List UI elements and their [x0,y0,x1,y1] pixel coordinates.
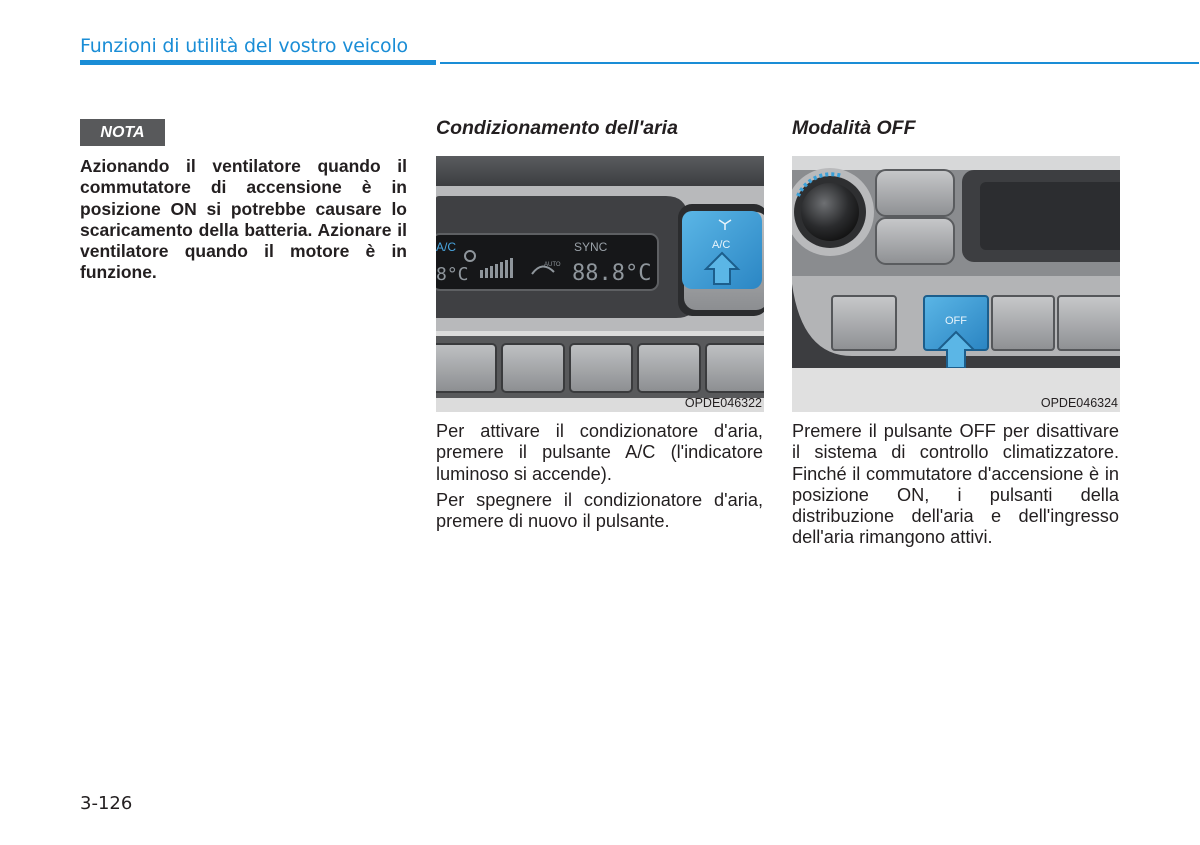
lcd-auto-text: AUTO [544,262,561,268]
ac-paragraph-2: Per spegnere il condizionatore d'aria, premere di nuovo il pulsante. [436,490,763,532]
figure-off-panel [792,156,1120,412]
page-header-title: Funzioni di utilità del vostro veicolo [80,35,408,57]
figure-code-ac: OPDE046322 [684,396,762,410]
lcd-temp-left: 8°C [436,264,469,285]
off-panel-illustration [792,156,1120,412]
header-rule-thick [80,60,436,65]
temp-knob [801,183,859,241]
off-button-label: OFF [945,315,967,327]
section-heading-off: Modalità OFF [792,117,916,139]
figure-ac-panel [436,156,764,412]
ac-panel-illustration [436,156,764,412]
button-row [436,344,764,392]
ac-button-label: A/C [712,239,731,251]
header-rule-thin [440,62,1199,64]
ac-paragraph-1: Per attivare il condizionatore d'aria, premere il pulsante A/C (l'indicatore luminoso si accende). [436,421,763,484]
lcd-ac-text: A/C [436,240,457,254]
figure-code-off: OPDE046324 [1040,396,1118,410]
note-badge: NOTA [80,119,165,146]
note-text: Azionando il ventilatore quando il commutatore di accensione è in posizione ON si potrebbe causare lo scaricamento della batteria. Azionare il ventilatore quando il motore è in funzione. [80,156,407,283]
page-number: 3-126 [80,793,133,814]
lcd-temp-right: 88.8°C [572,261,652,286]
off-paragraph-1: Premere il pulsante OFF per disattivare il sistema di controllo climatizzatore. Finché il commutatore d'accensione è in posizione ON, i pulsanti della distribuzione dell'aria e dell'ingresso dell'aria rimangono attivi. [792,421,1119,548]
section-heading-ac: Condizionamento dell'aria [436,117,678,139]
lcd-sync-text: SYNC [574,240,608,254]
